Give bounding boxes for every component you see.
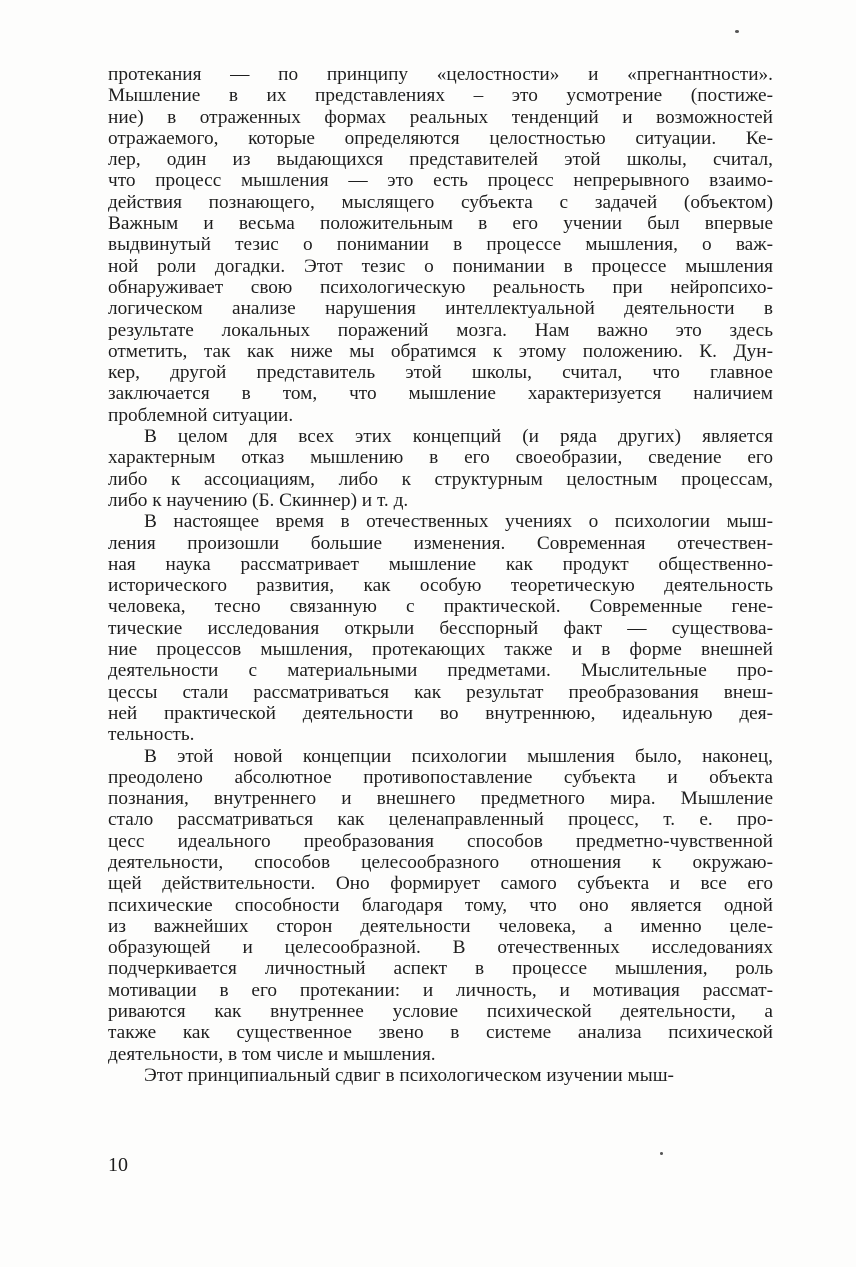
text-line: отметить, так как ниже мы обратимся к этому положению. К. Дун- <box>108 340 773 362</box>
scan-speck <box>660 1152 663 1155</box>
text-line: преодолено абсолютное противопоставление субъекта и объекта <box>108 766 773 788</box>
text-line: проблемной ситуации. <box>108 404 294 426</box>
text-line: заключается в том, что мышление характеризуется наличием <box>108 383 773 405</box>
text-line: тельность. <box>108 724 195 746</box>
text-line: также как существенное звено в системе анализа психической <box>108 1022 773 1044</box>
text-line: обнаруживает свою психологическую реальность при нейропсихо- <box>108 276 773 298</box>
paragraph <box>108 64 773 426</box>
text-line: что процесс мышления — это есть процесс непрерывного взаимо- <box>108 170 773 192</box>
scan-speck <box>735 30 739 33</box>
text-line: деятельности, способов целесообразного отношения к окружаю- <box>108 851 773 873</box>
text-line: риваются как внутреннее условие психической деятельности, а <box>108 1001 773 1023</box>
text-line: действия познающего, мыслящего субъекта с задачей (объектом) <box>108 191 773 213</box>
text-line: Важным и весьма положительным в его учении был впервые <box>108 213 773 235</box>
text-line: стало рассматриваться как целенаправленный процесс, т. е. про- <box>108 809 773 831</box>
text-line: образующей и целесообразной. В отечественных исследованиях <box>108 937 773 959</box>
text-line: исторического развития, как особую теоретическую деятельность <box>108 575 773 597</box>
text-line: психические способности благодаря тому, что оно является одной <box>108 894 773 916</box>
text-line: В этой новой концепции психологии мышления было, наконец, <box>144 745 773 767</box>
text-line: лер, один из выдающихся представителей этой школы, считал, <box>108 149 773 171</box>
text-line: цесс идеального преобразования способов предметно-чувственной <box>108 830 773 852</box>
text-line: деятельности с материальными предметами. Мыслительные про- <box>108 660 773 682</box>
text-line: ние) в отраженных формах реальных тенденций и возможностей <box>108 106 773 128</box>
text-line: отражаемого, которые определяются целостностью ситуации. Ке- <box>108 127 773 149</box>
text-line: протекания — по принципу «целостности» и «прегнантности». <box>108 64 773 85</box>
text-line: В настоящее время в отечественных учениях о психологии мыш- <box>144 511 773 533</box>
text-line: ной роли догадки. Этот тезис о понимании в процессе мышления <box>108 255 773 277</box>
text-line: ней практической деятельности во внутреннюю, идеальную дея- <box>108 702 773 724</box>
text-line: щей действительности. Оно формирует самого субъекта и все его <box>108 873 773 895</box>
text-line: результате локальных поражений мозга. Нам важно это здесь <box>108 319 773 341</box>
text-line: В целом для всех этих концепций (и ряда других) является <box>144 426 773 448</box>
text-line: Этот принципиальный сдвиг в психологическом изучении мыш- <box>144 1064 674 1086</box>
paragraph <box>108 1065 773 1086</box>
text-line: кер, другой представитель этой школы, считал, что главное <box>108 362 773 384</box>
text-line: человека, тесно связанную с практической. Современные гене- <box>108 596 773 618</box>
text-line: деятельности, в том числе и мышления. <box>108 1043 436 1065</box>
text-line: цессы стали рассматриваться как результат преобразования внеш- <box>108 681 773 703</box>
text-line: познания, внутреннего и внешнего предметного мира. Мышление <box>108 788 773 810</box>
text-line: Мышление в их представлениях – это усмотрение (постиже- <box>108 85 773 107</box>
text-line: тические исследования открыли бесспорный факт — существова- <box>108 617 773 639</box>
paragraph <box>108 746 773 1065</box>
text-line: логическом анализе нарушения интеллектуальной деятельности в <box>108 298 773 320</box>
text-line: подчеркивается личностный аспект в процессе мышления, роль <box>108 958 773 980</box>
text-line: выдвинутый тезис о понимании в процессе мышления, о важ- <box>108 234 773 256</box>
paragraph <box>108 426 773 511</box>
text-line: либо к ассоциациям, либо к структурным целостным процессам, <box>108 468 773 490</box>
page-number: 10 <box>108 1154 128 1176</box>
paragraph <box>108 511 773 745</box>
text-line: мотивации в его протекании: и личность, и мотивация рассмат- <box>108 979 773 1001</box>
text-line: ления произошли большие изменения. Современная отечествен- <box>108 532 773 554</box>
text-line: характерным отказ мышлению в его своеобразии, сведение его <box>108 447 773 469</box>
text-line: из важнейших сторон деятельности человека, а именно целе- <box>108 915 773 937</box>
text-line: ние процессов мышления, протекающих также и в форме внешней <box>108 639 773 661</box>
body-text <box>108 64 773 1086</box>
text-line: ная наука рассматривает мышление как продукт общественно- <box>108 553 773 575</box>
text-line: либо к научению (Б. Скиннер) и т. д. <box>108 489 409 511</box>
